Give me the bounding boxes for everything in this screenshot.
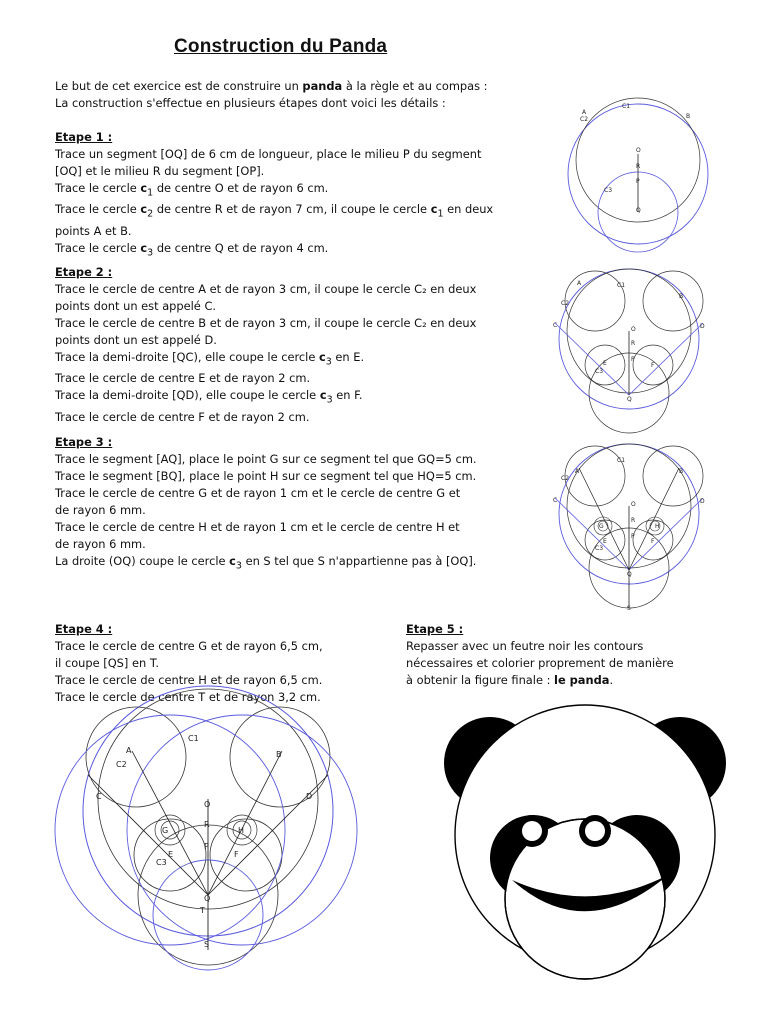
svg-text:S: S xyxy=(204,940,210,949)
svg-text:B: B xyxy=(686,113,691,120)
svg-text:C2: C2 xyxy=(116,760,127,769)
page-title: Construction du Panda xyxy=(174,36,388,57)
svg-text:G: G xyxy=(162,826,169,835)
svg-text:A: A xyxy=(126,746,132,755)
svg-text:T: T xyxy=(200,906,205,915)
svg-text:Q: Q xyxy=(636,207,641,214)
panda-final-figure xyxy=(440,715,740,985)
figure-step-3 xyxy=(545,440,715,615)
svg-text:H: H xyxy=(655,523,660,530)
svg-text:C1: C1 xyxy=(622,103,631,110)
svg-text:E: E xyxy=(603,360,607,367)
svg-text:C3: C3 xyxy=(595,368,604,375)
svg-text:B: B xyxy=(679,468,684,475)
step-4-title: Etape 4 : xyxy=(55,622,113,636)
svg-text:C: C xyxy=(553,322,558,329)
svg-text:E: E xyxy=(603,538,607,545)
svg-text:G: G xyxy=(599,523,604,530)
svg-text:O: O xyxy=(631,326,636,333)
svg-text:P: P xyxy=(636,178,640,185)
svg-text:H: H xyxy=(238,826,245,835)
step-3-title: Etape 3 : xyxy=(55,435,113,449)
svg-text:C1: C1 xyxy=(617,457,626,464)
svg-text:D: D xyxy=(700,323,705,330)
figure-step-4 xyxy=(70,715,360,975)
svg-text:A: A xyxy=(575,468,580,475)
svg-text:O: O xyxy=(631,501,636,508)
intro-text: Le but de cet exercice est de construire un panda à la règle et au compas : La construction s'effectue en plusieurs étapes dont voici les détails : xyxy=(55,79,488,110)
step-5-title: Etape 5 : xyxy=(406,622,464,636)
svg-text:C: C xyxy=(96,792,102,801)
svg-text:D: D xyxy=(700,498,705,505)
figure-step-2 xyxy=(545,265,715,435)
svg-text:C3: C3 xyxy=(604,187,613,194)
svg-text:F: F xyxy=(651,362,655,369)
svg-text:R: R xyxy=(204,820,210,829)
svg-text:P: P xyxy=(631,533,635,540)
panda-eye-right-white xyxy=(585,821,605,841)
svg-text:B: B xyxy=(679,293,684,300)
svg-text:A: A xyxy=(577,280,582,287)
svg-text:E: E xyxy=(168,850,174,859)
svg-text:C1: C1 xyxy=(188,734,199,743)
svg-text:P: P xyxy=(204,842,209,851)
step-1-title: Etape 1 : xyxy=(55,130,113,144)
svg-text:C: C xyxy=(553,497,558,504)
svg-text:P: P xyxy=(631,356,635,363)
svg-text:O: O xyxy=(204,800,211,809)
svg-text:A: A xyxy=(582,109,587,116)
step-2-title: Etape 2 : xyxy=(55,265,113,279)
svg-text:F: F xyxy=(651,538,655,545)
svg-text:Q: Q xyxy=(204,894,211,903)
svg-text:Q: Q xyxy=(627,571,632,578)
svg-text:C2: C2 xyxy=(580,116,589,123)
step-3-text: Etape 3 : Trace le segment [AQ], place le point G sur ce segment tel que GQ=5 cm. Trace le segment [BQ], place le point H sur ce segment tel que HQ=5 cm. Trace le cercle de centre G et de rayon 1 cm et le cercle de centre G et de rayon 6 mm. Trace le cercle de centre H et de rayon 1 cm et le cercle de centre H et de rayon 6 mm. La droite (OQ) coupe le cercle $c_3$ en S tel que S n'appartienne pas à [OQ]. xyxy=(55,435,477,572)
step-1-text: Etape 1 : Trace un segment [OQ] de 6 cm de longueur, place le milieu P du segment [OQ] et le milieu R du segment [OP]. Trace le cercle $c_1$ de centre O et de rayon 6 cm. Trace le cercle $c_2$ de centre R et de rayon 7 cm, il coupe le cercle $c_1$ en deux points A et B. Trace le cercle $c_3$ de centre Q et de rayon 4 cm. xyxy=(55,130,494,258)
svg-text:C3: C3 xyxy=(156,858,167,867)
figure-step-1 xyxy=(560,100,720,260)
svg-text:C3: C3 xyxy=(595,545,604,552)
svg-text:D: D xyxy=(306,792,313,801)
step-4-text: Etape 4 : Trace le cercle de centre G et de rayon 6,5 cm, il coupe [QS] en T. Trace le cercle de centre H et de rayon 6,5 cm. Trace le cercle de centre T et de rayon 3,2 cm. xyxy=(55,622,323,704)
svg-text:B: B xyxy=(276,750,282,759)
svg-text:O: O xyxy=(636,147,641,154)
panda-eye-left-white xyxy=(522,821,542,841)
svg-text:Q: Q xyxy=(627,396,632,403)
svg-text:F: F xyxy=(234,850,239,859)
svg-text:S: S xyxy=(627,605,631,612)
svg-text:R: R xyxy=(631,340,636,347)
svg-text:C1: C1 xyxy=(617,282,626,289)
svg-text:R: R xyxy=(636,163,641,170)
svg-text:R: R xyxy=(631,517,636,524)
svg-text:C2: C2 xyxy=(561,300,570,307)
step-2-text: Etape 2 : Trace le cercle de centre A et de rayon 3 cm, il coupe le cercle C₂ en deux points dont un est appelé C. Trace le cercle de centre B et de rayon 3 cm, il coupe le cercle C₂ en deux points dont un est appelé D. Trace la demi-droite [QC), elle coupe le cercle $c_3$ en E. Trace le cercle de centre E et de rayon 2 cm. Trace la demi-droite [QD), elle coupe le cercle $c_3$ en F. Trace le cercle de centre F et de rayon 2 cm. xyxy=(55,265,477,424)
step-5-text: Etape 5 : Repasser avec un feutre noir les contours nécessaires et colorier proprement de manière à obtenir la figure finale : le panda. xyxy=(406,622,674,687)
svg-text:C2: C2 xyxy=(561,475,570,482)
